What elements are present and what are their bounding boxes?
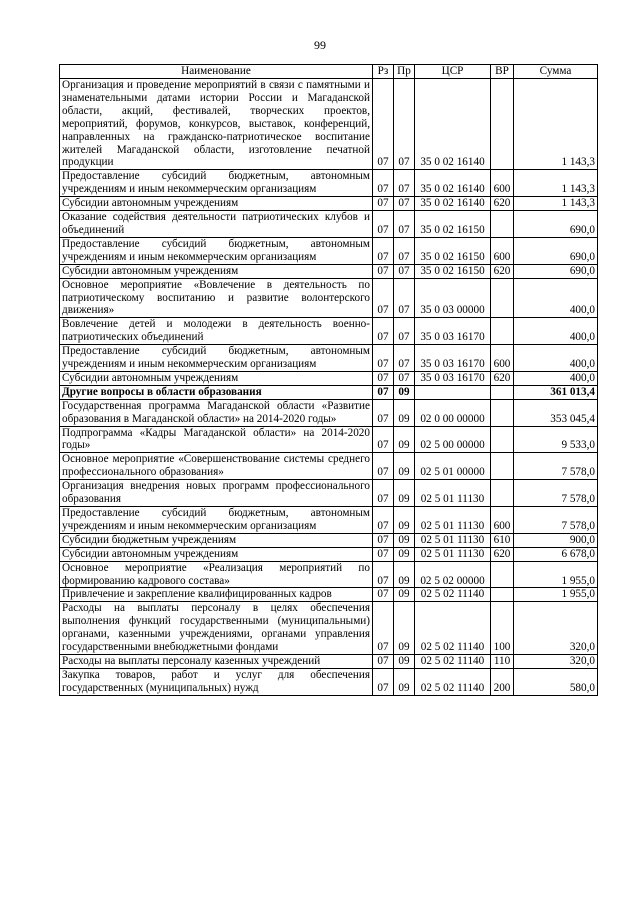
row-sum: 690,0 — [514, 211, 598, 238]
row-csr: 35 0 02 16140 — [415, 197, 491, 211]
row-name: Предоставление субсидий бюджетным, автономным учреждениям и иным некоммерческим организациям — [60, 237, 373, 264]
row-vr — [491, 278, 514, 318]
row-name: Подпрограмма «Кадры Магаданской области» на 2014-2020 годы» — [60, 426, 373, 453]
row-rz: 07 — [373, 561, 394, 588]
row-pr: 09 — [394, 654, 415, 668]
row-csr — [415, 385, 491, 399]
row-rz: 07 — [373, 264, 394, 278]
row-csr: 35 0 02 16140 — [415, 79, 491, 170]
row-sum: 690,0 — [514, 264, 598, 278]
row-vr: 600 — [491, 345, 514, 372]
row-name: Расходы на выплаты персоналу казенных учреждений — [60, 654, 373, 668]
row-rz: 07 — [373, 211, 394, 238]
row-name: Предоставление субсидий бюджетным, автономным учреждениям и иным некоммерческим организациям — [60, 170, 373, 197]
row-name: Расходы на выплаты персоналу в целях обеспечения выполнения функций государственными (муниципальными) органами, казенными учреждениями, органами управления государственными внебюджетными фондами — [60, 602, 373, 655]
row-csr: 02 5 01 11130 — [415, 507, 491, 534]
row-rz: 07 — [373, 79, 394, 170]
row-csr: 02 5 02 11140 — [415, 602, 491, 655]
row-rz: 07 — [373, 602, 394, 655]
row-name: Вовлечение детей и молодежи в деятельность военно-патриотических объединений — [60, 318, 373, 345]
header-csr: ЦСР — [415, 65, 491, 79]
row-pr: 09 — [394, 385, 415, 399]
row-rz: 07 — [373, 533, 394, 547]
row-csr: 35 0 02 16140 — [415, 170, 491, 197]
row-pr: 09 — [394, 507, 415, 534]
row-rz: 07 — [373, 547, 394, 561]
row-name: Основное мероприятие «Вовлечение в деятельность по патриотическому воспитанию и развитие волонтерского движения» — [60, 278, 373, 318]
table-row — [60, 345, 598, 372]
row-pr: 07 — [394, 79, 415, 170]
row-rz: 07 — [373, 588, 394, 602]
row-pr: 09 — [394, 399, 415, 426]
row-sum: 900,0 — [514, 533, 598, 547]
table-row — [60, 79, 598, 170]
row-vr: 620 — [491, 197, 514, 211]
table-row — [60, 561, 598, 588]
table-row — [60, 453, 598, 480]
row-sum: 1 143,3 — [514, 79, 598, 170]
row-rz: 07 — [373, 426, 394, 453]
row-rz: 07 — [373, 278, 394, 318]
table-row — [60, 264, 598, 278]
table-row — [60, 237, 598, 264]
row-vr: 110 — [491, 654, 514, 668]
row-name: Организация внедрения новых программ профессионального образования — [60, 480, 373, 507]
row-csr: 02 5 01 00000 — [415, 453, 491, 480]
table-row — [60, 668, 598, 695]
row-csr: 35 0 03 16170 — [415, 371, 491, 385]
row-rz: 07 — [373, 654, 394, 668]
table-row — [60, 426, 598, 453]
row-sum: 353 045,4 — [514, 399, 598, 426]
row-name: Основное мероприятие «Совершенствование системы среднего профессионального образования» — [60, 453, 373, 480]
row-csr: 35 0 03 16170 — [415, 318, 491, 345]
row-vr: 600 — [491, 237, 514, 264]
row-name: Привлечение и закрепление квалифицированных кадров — [60, 588, 373, 602]
row-sum: 400,0 — [514, 371, 598, 385]
row-sum: 1 143,3 — [514, 197, 598, 211]
row-sum: 580,0 — [514, 668, 598, 695]
row-rz: 07 — [373, 480, 394, 507]
row-name: Субсидии автономным учреждениям — [60, 547, 373, 561]
table-row — [60, 588, 598, 602]
row-rz: 07 — [373, 237, 394, 264]
table-row — [60, 170, 598, 197]
row-pr: 09 — [394, 480, 415, 507]
table-row — [60, 318, 598, 345]
row-pr: 07 — [394, 318, 415, 345]
row-pr: 07 — [394, 211, 415, 238]
row-pr: 09 — [394, 602, 415, 655]
row-vr — [491, 480, 514, 507]
row-pr: 07 — [394, 264, 415, 278]
row-rz: 07 — [373, 385, 394, 399]
row-name: Государственная программа Магаданской области «Развитие образования в Магаданской области» на 2014-2020 годы» — [60, 399, 373, 426]
row-pr: 09 — [394, 588, 415, 602]
row-sum: 7 578,0 — [514, 480, 598, 507]
table-body — [60, 79, 598, 696]
header-rz: Рз — [373, 65, 394, 79]
row-name: Субсидии автономным учреждениям — [60, 371, 373, 385]
row-name: Другие вопросы в области образования — [60, 385, 373, 399]
row-csr: 35 0 02 16150 — [415, 264, 491, 278]
row-sum: 400,0 — [514, 345, 598, 372]
table-row — [60, 278, 598, 318]
row-sum: 361 013,4 — [514, 385, 598, 399]
row-csr: 02 5 01 11130 — [415, 533, 491, 547]
row-sum: 7 578,0 — [514, 507, 598, 534]
page-number: 99 — [314, 38, 326, 52]
table-row — [60, 385, 598, 399]
row-name: Организация и проведение мероприятий в связи с памятными и знаменательными датами истории России и Магаданской области, акций, фестивалей, творческих проектов, мероприятий, форумов, конкурсов, выставок, конференций, направленных на гражданско-патриотическое воспитание жителей Магаданской области, изготовление печатной продукции — [60, 79, 373, 170]
row-sum: 1 955,0 — [514, 588, 598, 602]
row-name: Закупка товаров, работ и услуг для обеспечения государственных (муниципальных) нужд — [60, 668, 373, 695]
row-rz: 07 — [373, 345, 394, 372]
row-vr: 620 — [491, 264, 514, 278]
row-vr — [491, 385, 514, 399]
row-vr: 600 — [491, 170, 514, 197]
row-csr: 02 5 00 00000 — [415, 426, 491, 453]
row-csr: 02 5 01 11130 — [415, 547, 491, 561]
row-csr: 35 0 02 16150 — [415, 211, 491, 238]
row-csr: 02 5 02 00000 — [415, 561, 491, 588]
table-row — [60, 533, 598, 547]
row-pr: 09 — [394, 533, 415, 547]
row-csr: 02 5 02 11140 — [415, 654, 491, 668]
table-header-row — [60, 65, 598, 79]
row-sum: 690,0 — [514, 237, 598, 264]
header-name: Наименование — [60, 65, 373, 79]
row-name: Предоставление субсидий бюджетным, автономным учреждениям и иным некоммерческим организациям — [60, 345, 373, 372]
table-row — [60, 547, 598, 561]
table-row — [60, 654, 598, 668]
row-sum: 1 955,0 — [514, 561, 598, 588]
row-pr: 07 — [394, 278, 415, 318]
row-vr: 620 — [491, 547, 514, 561]
table-row — [60, 399, 598, 426]
row-pr: 09 — [394, 668, 415, 695]
row-rz: 07 — [373, 507, 394, 534]
row-rz: 07 — [373, 399, 394, 426]
row-pr: 07 — [394, 371, 415, 385]
row-csr: 02 5 02 11140 — [415, 588, 491, 602]
row-vr: 600 — [491, 507, 514, 534]
row-sum: 400,0 — [514, 318, 598, 345]
row-vr: 620 — [491, 371, 514, 385]
row-name: Субсидии бюджетным учреждениям — [60, 533, 373, 547]
row-vr — [491, 318, 514, 345]
row-name: Предоставление субсидий бюджетным, автономным учреждениям и иным некоммерческим организациям — [60, 507, 373, 534]
row-vr: 100 — [491, 602, 514, 655]
row-csr: 35 0 03 00000 — [415, 278, 491, 318]
row-rz: 07 — [373, 453, 394, 480]
row-pr: 07 — [394, 197, 415, 211]
budget-table — [59, 64, 598, 696]
row-csr: 35 0 03 16170 — [415, 345, 491, 372]
row-pr: 07 — [394, 345, 415, 372]
row-sum: 7 578,0 — [514, 453, 598, 480]
table-row — [60, 507, 598, 534]
header-vr: ВР — [491, 65, 514, 79]
row-pr: 09 — [394, 561, 415, 588]
row-rz: 07 — [373, 371, 394, 385]
row-vr: 200 — [491, 668, 514, 695]
table-row — [60, 197, 598, 211]
row-sum: 320,0 — [514, 602, 598, 655]
row-vr — [491, 211, 514, 238]
row-rz: 07 — [373, 318, 394, 345]
row-name: Оказание содействия деятельности патриотических клубов и объединений — [60, 211, 373, 238]
row-vr — [491, 561, 514, 588]
row-vr — [491, 399, 514, 426]
row-name: Основное мероприятие «Реализация мероприятий по формированию кадрового состава» — [60, 561, 373, 588]
row-csr: 02 5 01 11130 — [415, 480, 491, 507]
row-rz: 07 — [373, 170, 394, 197]
row-sum: 6 678,0 — [514, 547, 598, 561]
table-row — [60, 211, 598, 238]
row-pr: 07 — [394, 237, 415, 264]
header-sum: Сумма — [514, 65, 598, 79]
header-pr: Пр — [394, 65, 415, 79]
row-csr: 35 0 02 16150 — [415, 237, 491, 264]
row-vr — [491, 426, 514, 453]
row-sum: 9 533,0 — [514, 426, 598, 453]
row-csr: 02 5 02 11140 — [415, 668, 491, 695]
row-vr — [491, 453, 514, 480]
row-vr — [491, 588, 514, 602]
row-vr: 610 — [491, 533, 514, 547]
row-pr: 09 — [394, 426, 415, 453]
row-vr — [491, 79, 514, 170]
row-name: Субсидии автономным учреждениям — [60, 197, 373, 211]
row-pr: 09 — [394, 547, 415, 561]
table-row — [60, 480, 598, 507]
row-pr: 07 — [394, 170, 415, 197]
table-row — [60, 602, 598, 655]
row-csr: 02 0 00 00000 — [415, 399, 491, 426]
row-sum: 400,0 — [514, 278, 598, 318]
row-rz: 07 — [373, 197, 394, 211]
table-row — [60, 371, 598, 385]
row-sum: 320,0 — [514, 654, 598, 668]
row-name: Субсидии автономным учреждениям — [60, 264, 373, 278]
row-rz: 07 — [373, 668, 394, 695]
row-sum: 1 143,3 — [514, 170, 598, 197]
row-pr: 09 — [394, 453, 415, 480]
